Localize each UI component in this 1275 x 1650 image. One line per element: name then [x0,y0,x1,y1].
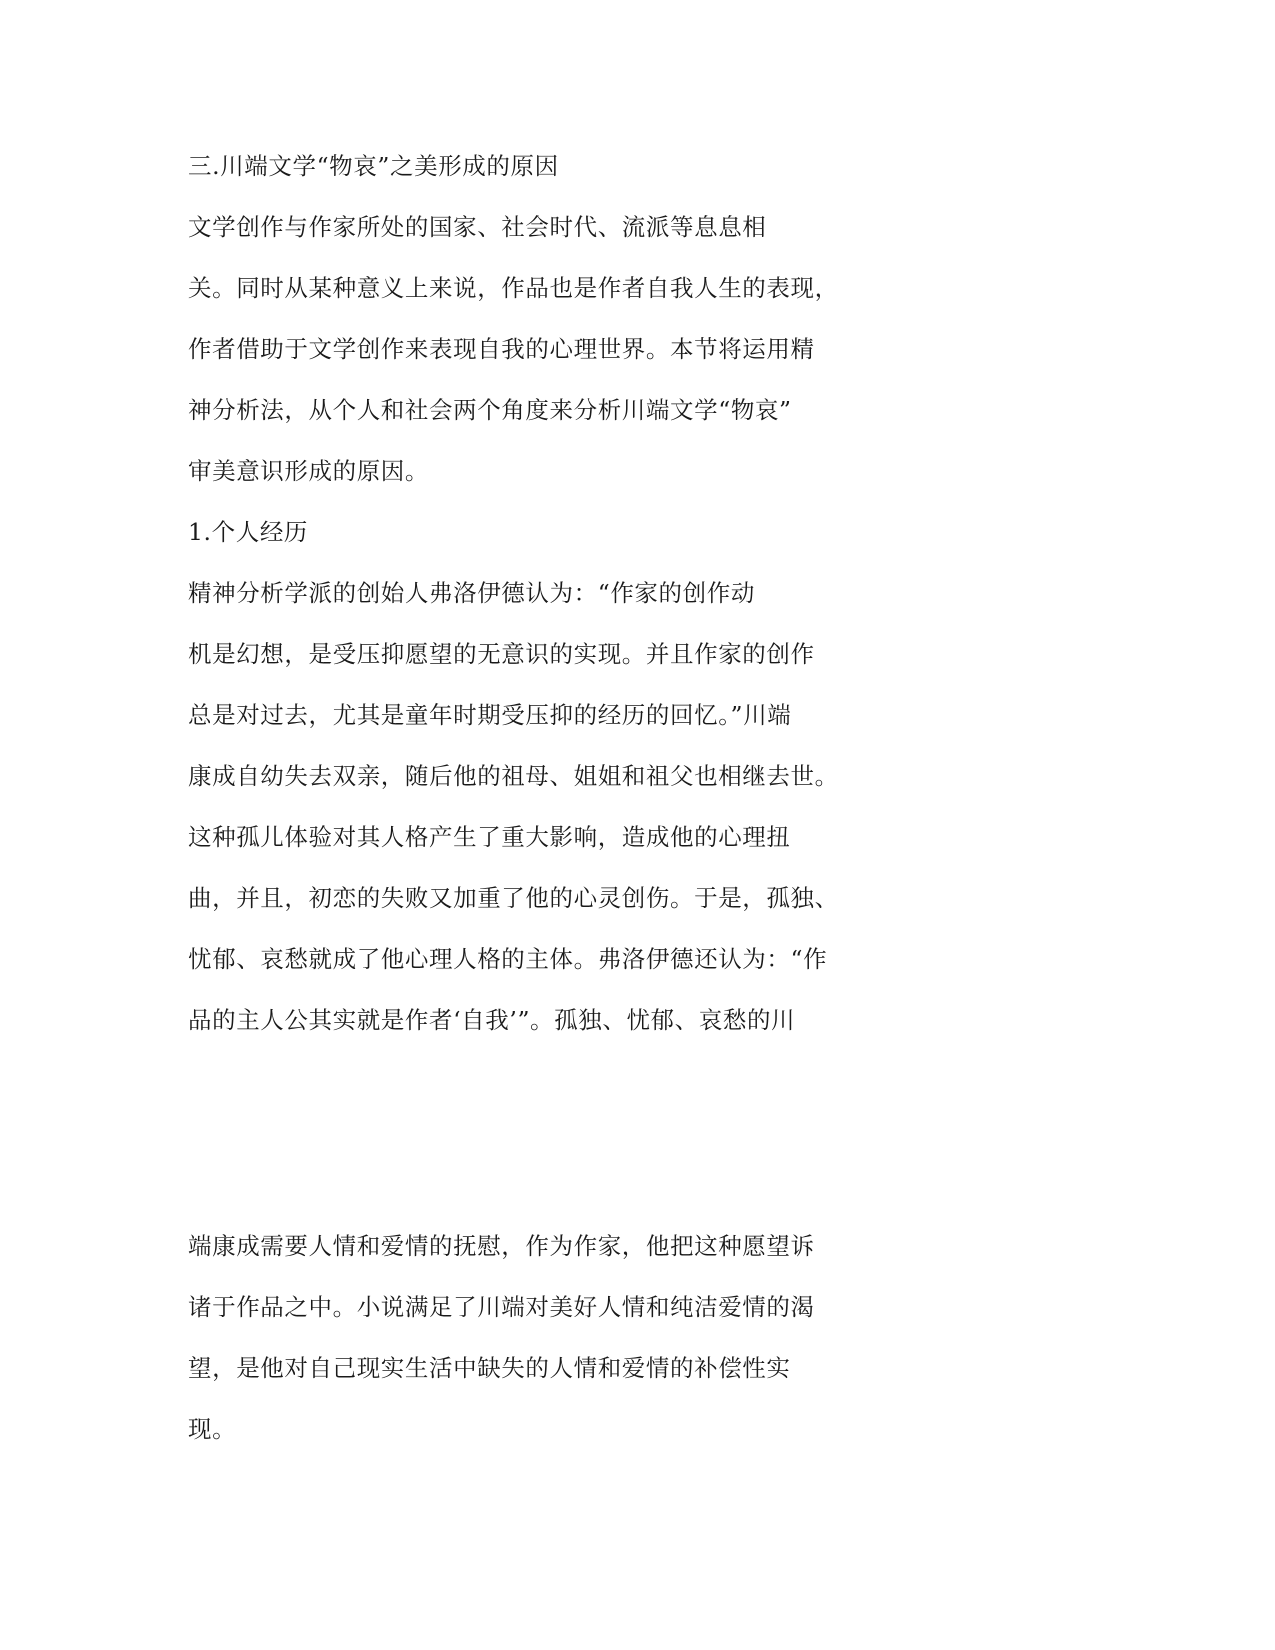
section-heading: 三.川端文学“物哀”之美形成的原因 [188,152,559,180]
paragraph-line: 现。 [188,1415,237,1443]
paragraph-line: 审美意识形成的原因。 [188,457,429,485]
paragraph-line: 文学创作与作家所处的国家、社会时代、流派等息息相 [188,213,767,241]
paragraph-line: 忧郁、哀愁就成了他心理人格的主体。弗洛伊德还认为：“作 [188,945,828,973]
paragraph-line: 望，是他对自己现实生活中缺失的人情和爱情的补偿性实 [188,1354,791,1382]
paragraph-line: 精神分析学派的创始人弗洛伊德认为：“作家的创作动 [188,579,755,607]
subsection-heading: 1.个人经历 [188,518,309,546]
paragraph-line: 这种孤儿体验对其人格产生了重大影响，造成他的心理扭 [188,823,791,851]
paragraph-line: 诸于作品之中。小说满足了川端对美好人情和纯洁爱情的渴 [188,1293,815,1321]
paragraph-line: 神分析法，从个人和社会两个角度来分析川端文学“物哀” [188,396,792,424]
paragraph-line: 品的主人公其实就是作者‘自我’”。孤独、忧郁、哀愁的川 [188,1006,796,1034]
text-block-bottom [188,1216,908,1460]
paragraph-line: 曲，并且，初恋的失败又加重了他的心灵创伤。于是，孤独、 [188,884,839,912]
paragraph-line: 总是对过去，尤其是童年时期受压抑的经历的回忆。”川端 [188,701,792,729]
paragraph-line: 关。同时从某种意义上来说，作品也是作者自我人生的表现， [188,274,839,302]
paragraph-line: 康成自幼失去双亲，随后他的祖母、姐姐和祖父也相继去世。 [188,762,839,790]
paragraph-line: 作者借助于文学创作来表现自我的心理世界。本节将运用精 [188,335,815,363]
paragraph-line: 端康成需要人情和爱情的抚慰，作为作家，他把这种愿望诉 [188,1232,815,1260]
paragraph-line: 机是幻想，是受压抑愿望的无意识的实现。并且作家的创作 [188,640,815,668]
text-block-top [188,136,908,1051]
